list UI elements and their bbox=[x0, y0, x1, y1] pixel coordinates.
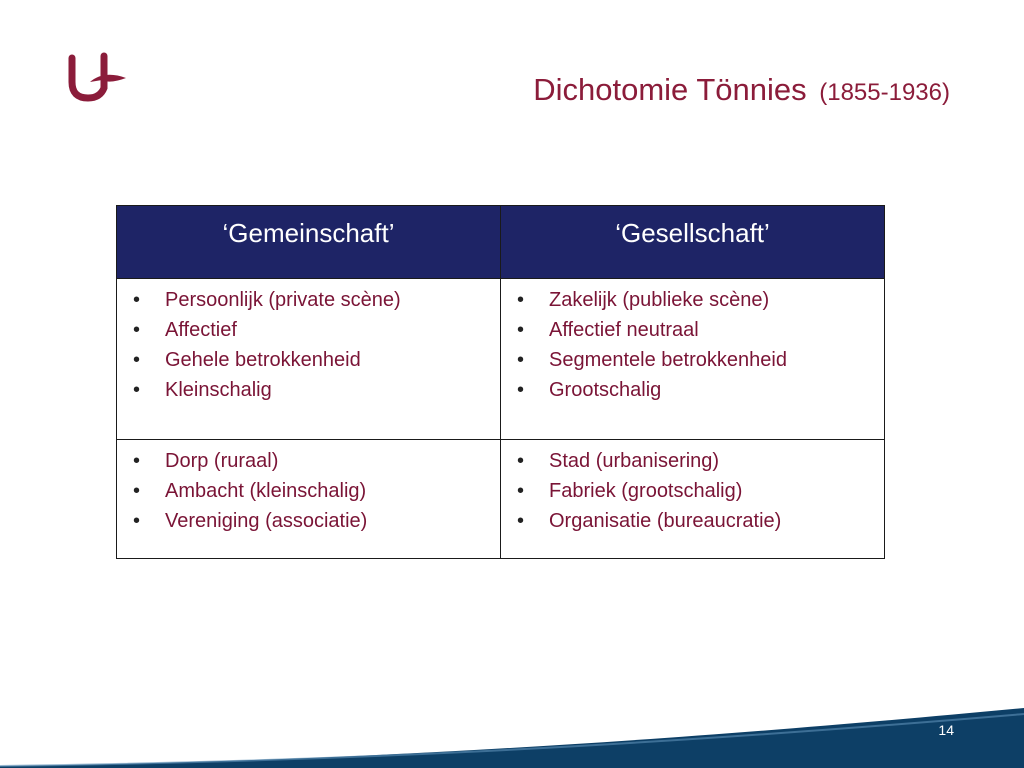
bullet-list bbox=[509, 446, 876, 536]
list-item: • Dorp (ruraal) bbox=[125, 446, 492, 476]
table-cell-gesellschaft bbox=[501, 440, 885, 559]
page-number: 14 bbox=[938, 722, 954, 738]
column-header-gemeinschaft: ‘Gemeinschaft’ bbox=[117, 206, 501, 279]
table-cell-gemeinschaft bbox=[117, 279, 501, 440]
list-item: • Affectief bbox=[125, 315, 492, 345]
footer-wave bbox=[0, 700, 1024, 768]
list-item: • Persoonlijk (private scène) bbox=[125, 285, 492, 315]
list-item: • Vereniging (associatie) bbox=[125, 506, 492, 536]
list-item: • Organisatie (bureaucratie) bbox=[509, 506, 876, 536]
table-row bbox=[117, 440, 885, 559]
list-item: • Kleinschalig bbox=[125, 375, 492, 405]
list-item: • Fabriek (grootschalig) bbox=[509, 476, 876, 506]
list-item: • Ambacht (kleinschalig) bbox=[125, 476, 492, 506]
list-item: • Stad (urbanisering) bbox=[509, 446, 876, 476]
list-item: • Gehele betrokkenheid bbox=[125, 345, 492, 375]
table-row bbox=[117, 279, 885, 440]
table-cell-gesellschaft bbox=[501, 279, 885, 440]
list-item: • Segmentele betrokkenheid bbox=[509, 345, 876, 375]
title-text: Dichotomie Tönnies bbox=[533, 72, 807, 107]
list-item: • Zakelijk (publieke scène) bbox=[509, 285, 876, 315]
list-item: • Grootschalig bbox=[509, 375, 876, 405]
page-title bbox=[533, 72, 950, 108]
table-cell-gemeinschaft bbox=[117, 440, 501, 559]
bullet-list bbox=[509, 285, 876, 405]
column-header-gesellschaft: ‘Gesellschaft’ bbox=[501, 206, 885, 279]
bullet-list bbox=[125, 285, 492, 405]
list-item: • Affectief neutraal bbox=[509, 315, 876, 345]
bullet-list bbox=[125, 446, 492, 536]
title-years: (1855-1936) bbox=[819, 79, 950, 106]
comparison-table bbox=[116, 205, 885, 559]
university-logo-icon bbox=[66, 52, 128, 104]
